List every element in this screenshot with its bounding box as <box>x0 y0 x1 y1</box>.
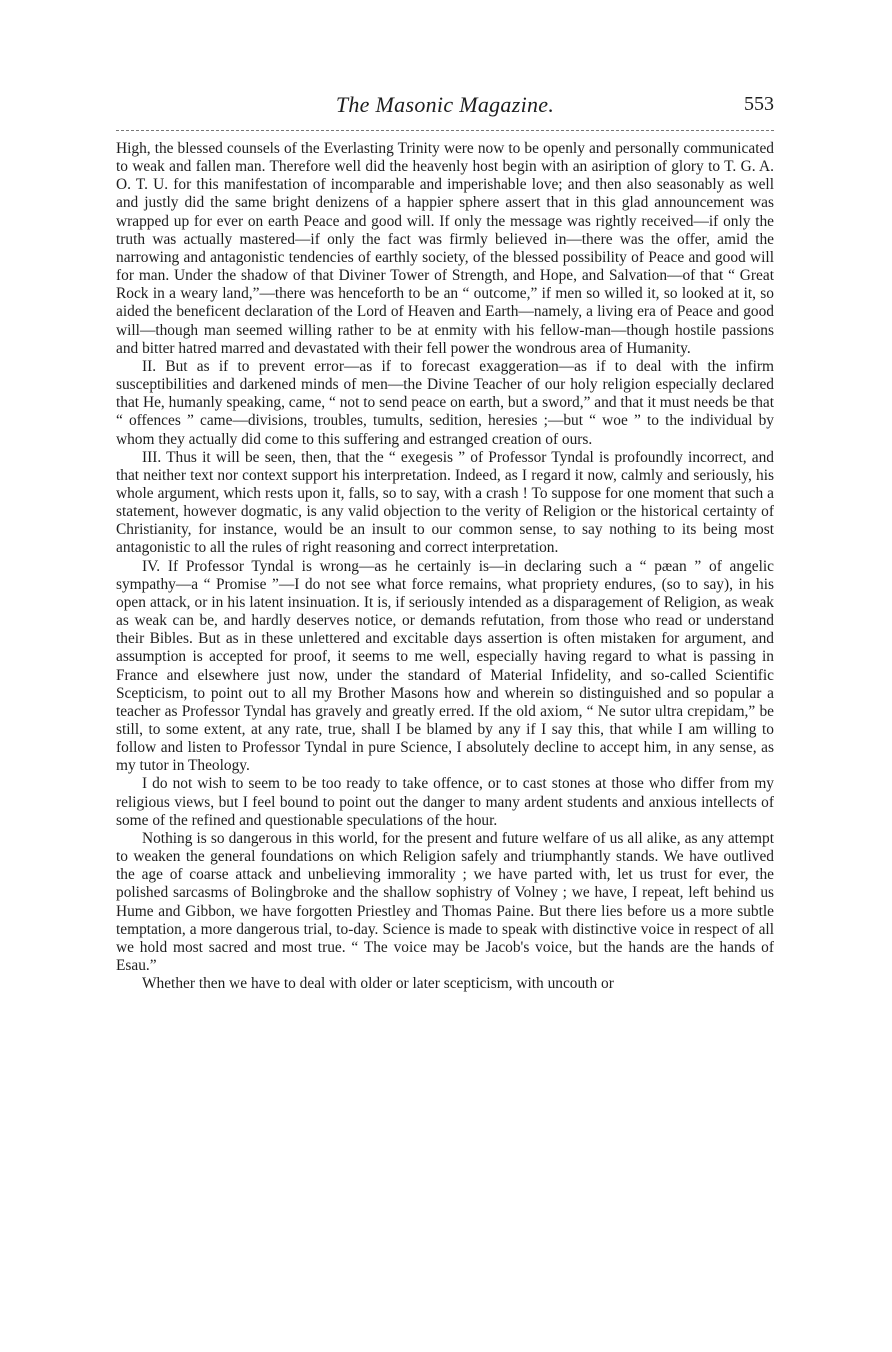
paragraph-section-four: IV. If Professor Tyndal is wrong—as he certainly is—in declaring such a “ pæan ” of angelic sympathy—a “ Promise ”—I do not see what force remains, what propriety endures, (so to say), in his open attack, or in his latent insinuation. It is, if seriously intended as a disparagement of Religion, as weak as weak can be, and hardly deserves notice, or demands refutation, from those who read or understand their Bibles. But as in these unlettered and excitable days assertion is often mistaken for argument, and assumption is accepted for proof, it seems to me well, especially having regard to what is passing in France and elsewhere just now, under the standard of Material Infidelity, and so-called Scientific Scepticism, to point out to all my Brother Masons how and wherein so distinguished and so popular a teacher as Professor Tyndal has gravely and greatly erred. If the old axiom, “ Ne sutor ultra crepidam,” be still, to some extent, at any rate, true, shall I be blamed by any if I say this, that while I am willing to follow and listen to Professor Tyndal in pure Science, I absolutely decline to accept him, in any sense, as my tutor in Theology. <box>116 557 774 775</box>
page-number: 553 <box>744 93 774 115</box>
running-head <box>116 88 774 122</box>
header-rule <box>116 130 774 131</box>
paragraph-continued: High, the blessed counsels of the Everlasting Trinity were now to be openly and personally communicated to weak and fallen man. Therefore well did the heavenly host begin with an asiription of glory to T. G. A. O. T. U. for this manifestation of incomparable and imperishable love; and then also seasonably as well and justly did the same bright denizens of a happier sphere assert that in this glad announcement was wrapped up for ever on earth Peace and good will. If only the message was rightly received—if only the truth was actually mastered—if only the fact was firmly believed in—there was the offer, amid the narrowing and antagonistic tendencies of earthly society, of the blessed possibility of Peace and good will for man. Under the shadow of that Diviner Tower of Strength, and Hope, and Salvation—of that “ Great Rock in a weary land,”—there was henceforth to be an “ outcome,” if men so willed it, so looked at it, so aided the beneficent declaration of the Lord of Heaven and Earth—namely, a living era of Peace and good will—though man seemed willing rather to be at enmity with his fellow-man—though hostile passions and bitter hatred marred and devastated with their fell power the wondrous area of Humanity. <box>116 140 774 357</box>
journal-title: The Masonic Magazine. <box>335 92 555 117</box>
paragraph-offence: I do not wish to seem to be too ready to take offence, or to cast stones at those who differ from my religious views, but I feel bound to point out the danger to many ardent students and anxious intellects of some of the refined and questionable speculations of the hour. <box>116 775 774 829</box>
paragraph-whether: Whether then we have to deal with older or later scepticism, with uncouth or <box>142 975 614 993</box>
article-body <box>116 140 774 993</box>
paragraph-section-three: III. Thus it will be seen, then, that the “ exegesis ” of Professor Tyndal is profoundly incorrect, and that neither text nor context support his interpretation. Indeed, as I regard it now, calmly and seriously, his whole argument, which rests upon it, falls, so to say, with a crash ! To suppose for one moment that such a statement, however dogmatic, is any valid objection to the verity of Religion or the historical certainty of Christianity, for instance, would be an insult to our common sense, to say nothing to its being most antagonistic to all the rules of right reasoning and correct interpretation. <box>116 448 774 557</box>
paragraph-section-two: II. But as if to prevent error—as if to forecast exaggeration—as if to deal with the infirm susceptibilities and darkened minds of men—the Divine Teacher of our holy religion especially declared that He, humanly speaking, came, “ not to send peace on earth, but a sword,” and that it must needs be that “ offences ” came—divisions, troubles, tumults, sedition, heresies ;—but “ woe ” to the individual by whom they actually did come to this suffering and estranged creation of ours. <box>116 357 774 448</box>
paragraph-dangerous: Nothing is so dangerous in this world, for the present and future welfare of us all alike, as any attempt to weaken the general foundations on which Religion safely and triumphantly stands. We have outlived the age of coarse attack and unbelieving immorality ; we have parted with, let us trust for ever, the polished sarcasms of Bolingbroke and the shallow sophistry of Volney ; we have, I repeat, left behind us Hume and Gibbon, we have forgotten Priestley and Thomas Paine. But there lies before us a more subtle temptation, a more dangerous trial, to-day. Science is made to speak with distinctive voice in respect of all we hold most sacred and most true. “ The voice may be Jacob's voice, but the hands are the hands of Esau.” <box>116 829 774 975</box>
